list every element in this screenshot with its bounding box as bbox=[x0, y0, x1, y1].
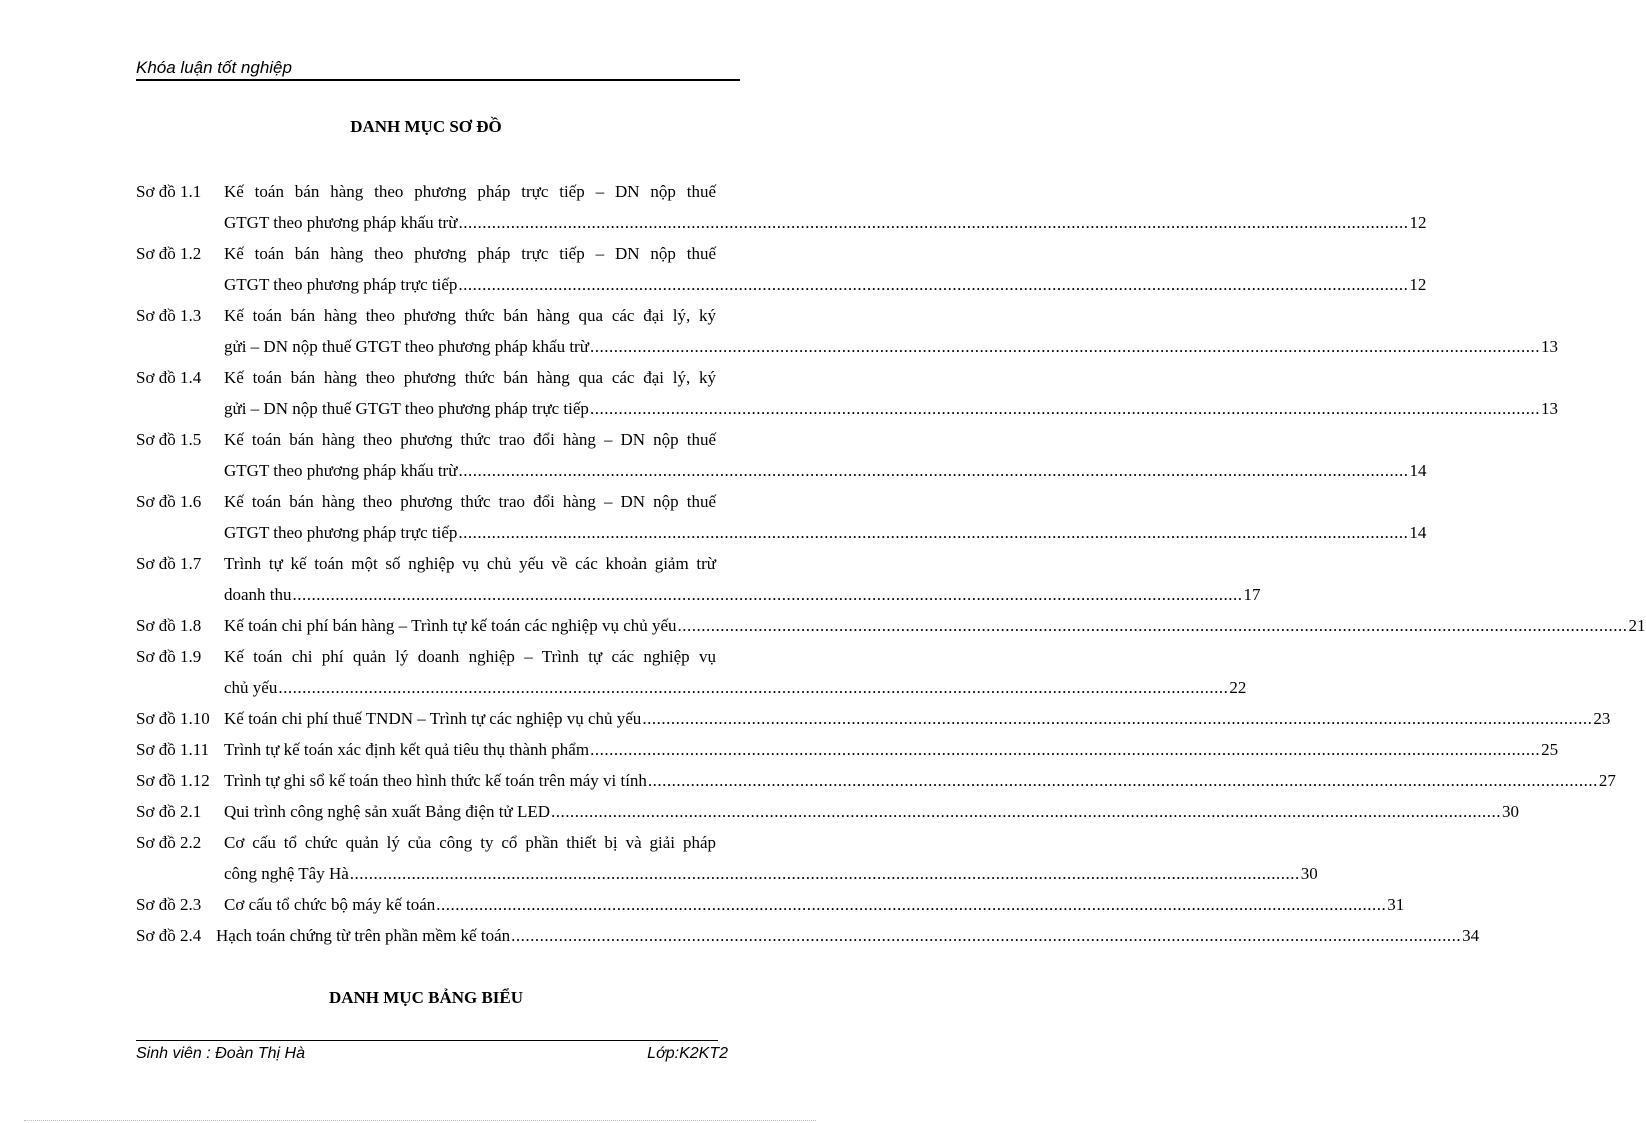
header-rule bbox=[136, 79, 740, 81]
toc-entry-label: Sơ đồ 1.12 bbox=[136, 771, 210, 790]
toc-entry-page: 21 bbox=[1628, 616, 1646, 635]
leader-dots: ........................................................................................................................................................................................................ bbox=[677, 616, 1628, 635]
toc-entry-title: GTGT theo phương pháp khấu trừ bbox=[224, 461, 458, 480]
leader-dots: ........................................................................................................................................................................................................ bbox=[589, 337, 1540, 356]
toc-entry-title: Hạch toán chứng từ trên phần mềm kế toán bbox=[216, 926, 511, 945]
toc-entry[interactable] bbox=[136, 827, 1318, 889]
toc-entry-page: 31 bbox=[1387, 895, 1405, 914]
toc-entry[interactable] bbox=[136, 889, 1405, 920]
toc-entry[interactable] bbox=[136, 362, 1558, 424]
toc-entry-page: 22 bbox=[1229, 678, 1247, 697]
toc-entry-page: 27 bbox=[1598, 771, 1616, 790]
toc-entry-page: 34 bbox=[1462, 926, 1480, 945]
leader-dots: ........................................................................................................................................................................................................ bbox=[511, 926, 1462, 945]
toc-entry-label: Sơ đồ 2.2 bbox=[136, 833, 202, 852]
toc-entry-title: gửi – DN nộp thuế GTGT theo phương pháp trực tiếp bbox=[224, 399, 589, 418]
toc-entry[interactable] bbox=[136, 703, 1611, 734]
toc-entry-title: Trình tự kế toán xác định kết quả tiêu thụ thành phẩm bbox=[224, 740, 590, 759]
toc-entry-page: 30 bbox=[1502, 802, 1520, 821]
page-edge-divider bbox=[24, 1120, 816, 1121]
toc-entry-page: 13 bbox=[1540, 337, 1558, 356]
toc-entry[interactable] bbox=[136, 641, 1247, 703]
toc-entry[interactable] bbox=[136, 486, 1427, 548]
leader-dots: ........................................................................................................................................................................................................ bbox=[642, 709, 1593, 728]
toc-entry-page: 14 bbox=[1409, 523, 1427, 542]
toc-entry-label: Sơ đồ 2.4 bbox=[136, 926, 202, 945]
leader-dots: ........................................................................................................................................................................................................ bbox=[458, 213, 1409, 232]
toc-entry-title: Kế toán bán hàng theo phương thức bán hàng qua các đại lý, ký bbox=[224, 368, 716, 387]
leader-dots: ........................................................................................................................................................................................................ bbox=[292, 585, 1243, 604]
toc-entry-title: Trình tự kế toán một số nghiệp vụ chủ yếu về các khoản giảm trừ bbox=[224, 554, 716, 573]
diagram-list bbox=[136, 176, 1646, 951]
toc-entry-page: 25 bbox=[1541, 740, 1559, 759]
toc-entry[interactable] bbox=[136, 920, 1480, 951]
toc-entry[interactable] bbox=[136, 796, 1520, 827]
toc-entry-page: 17 bbox=[1243, 585, 1261, 604]
toc-entry[interactable] bbox=[136, 765, 1616, 796]
toc-entry-label: Sơ đồ 1.10 bbox=[136, 709, 210, 728]
toc-entry-title: GTGT theo phương pháp trực tiếp bbox=[224, 275, 458, 294]
toc-entry-title: Cơ cấu tổ chức bộ máy kế toán bbox=[224, 895, 436, 914]
toc-entry-title: công nghệ Tây Hà bbox=[224, 864, 349, 883]
toc-entry-label: Sơ đồ 1.5 bbox=[136, 430, 202, 449]
toc-entry[interactable] bbox=[136, 176, 1427, 238]
toc-entry-title: Kế toán bán hàng theo phương thức trao đổi hàng – DN nộp thuế bbox=[224, 430, 716, 449]
toc-entry-label: Sơ đồ 1.11 bbox=[136, 740, 210, 759]
toc-entry-page: 30 bbox=[1300, 864, 1318, 883]
toc-entry-title: Kế toán chi phí bán hàng – Trình tự kế toán các nghiệp vụ chủ yếu bbox=[224, 616, 677, 635]
toc-entry-label: Sơ đồ 1.7 bbox=[136, 554, 202, 573]
toc-entry-title: chủ yếu bbox=[224, 678, 278, 697]
toc-entry[interactable] bbox=[136, 424, 1427, 486]
toc-entry-page: 14 bbox=[1409, 461, 1427, 480]
diagrams-heading: DANH MỤC SƠ ĐỒ bbox=[350, 117, 502, 136]
toc-entry-page: 12 bbox=[1409, 275, 1427, 294]
toc-entry-title: gửi – DN nộp thuế GTGT theo phương pháp khấu trừ bbox=[224, 337, 589, 356]
toc-entry-label: Sơ đồ 2.1 bbox=[136, 802, 202, 821]
toc-entry[interactable] bbox=[136, 734, 1559, 765]
leader-dots: ........................................................................................................................................................................................................ bbox=[551, 802, 1502, 821]
leader-dots: ........................................................................................................................................................................................................ bbox=[458, 523, 1409, 542]
toc-entry-label: Sơ đồ 1.2 bbox=[136, 244, 202, 263]
leader-dots: ........................................................................................................................................................................................................ bbox=[589, 399, 1540, 418]
footer-rule bbox=[136, 1040, 718, 1041]
leader-dots: ........................................................................................................................................................................................................ bbox=[590, 740, 1541, 759]
toc-entry-title: Cơ cấu tổ chức quản lý của công ty cổ phần thiết bị và giải pháp bbox=[224, 833, 716, 852]
toc-entry[interactable] bbox=[136, 548, 1261, 610]
toc-entry-label: Sơ đồ 1.9 bbox=[136, 647, 202, 666]
leader-dots: ........................................................................................................................................................................................................ bbox=[436, 895, 1387, 914]
toc-entry-label: Sơ đồ 1.3 bbox=[136, 306, 202, 325]
toc-entry-title: Kế toán chi phí quản lý doanh nghiệp – Trình tự các nghiệp vụ bbox=[224, 647, 716, 666]
footer-student: Sinh viên : Đoàn Thị Hà bbox=[136, 1045, 305, 1062]
toc-entry-page: 12 bbox=[1409, 213, 1427, 232]
toc-entry-label: Sơ đồ 2.3 bbox=[136, 895, 202, 914]
toc-entry-title: Kế toán chi phí thuế TNDN – Trình tự các nghiệp vụ chủ yếu bbox=[224, 709, 642, 728]
footer-class: Lớp:K2KT2 bbox=[647, 1045, 728, 1062]
toc-entry-title: Kế toán bán hàng theo phương thức trao đổi hàng – DN nộp thuế bbox=[224, 492, 716, 511]
toc-entry-label: Sơ đồ 1.8 bbox=[136, 616, 202, 635]
leader-dots: ........................................................................................................................................................................................................ bbox=[458, 275, 1409, 294]
leader-dots: ........................................................................................................................................................................................................ bbox=[349, 864, 1300, 883]
header-title: Khóa luận tốt nghiệp bbox=[136, 58, 292, 77]
tables-heading: DANH MỤC BẢNG BIỂU bbox=[328, 988, 524, 1007]
leader-dots: ........................................................................................................................................................................................................ bbox=[278, 678, 1229, 697]
toc-entry-title: Kế toán bán hàng theo phương pháp trực tiếp – DN nộp thuế bbox=[224, 182, 716, 201]
toc-entry-title: doanh thu bbox=[224, 585, 292, 604]
toc-entry[interactable] bbox=[136, 300, 1558, 362]
toc-entry-title: GTGT theo phương pháp khấu trừ bbox=[224, 213, 458, 232]
toc-entry-title: Kế toán bán hàng theo phương thức bán hàng qua các đại lý, ký bbox=[224, 306, 716, 325]
toc-entry-title: Kế toán bán hàng theo phương pháp trực tiếp – DN nộp thuế bbox=[224, 244, 716, 263]
toc-entry-title: Trình tự ghi sổ kế toán theo hình thức kế toán trên máy vi tính bbox=[224, 771, 647, 790]
toc-entry[interactable] bbox=[136, 610, 1646, 641]
toc-entry-label: Sơ đồ 1.6 bbox=[136, 492, 202, 511]
toc-entry-page: 13 bbox=[1540, 399, 1558, 418]
toc-entry-title: GTGT theo phương pháp trực tiếp bbox=[224, 523, 458, 542]
toc-entry-label: Sơ đồ 1.4 bbox=[136, 368, 202, 387]
toc-entry[interactable] bbox=[136, 238, 1427, 300]
toc-entry-title: Qui trình công nghệ sản xuất Bảng điện tử LED bbox=[224, 802, 551, 821]
leader-dots: ........................................................................................................................................................................................................ bbox=[458, 461, 1409, 480]
toc-entry-label: Sơ đồ 1.1 bbox=[136, 182, 202, 201]
leader-dots: ........................................................................................................................................................................................................ bbox=[647, 771, 1598, 790]
toc-entry-page: 23 bbox=[1593, 709, 1611, 728]
